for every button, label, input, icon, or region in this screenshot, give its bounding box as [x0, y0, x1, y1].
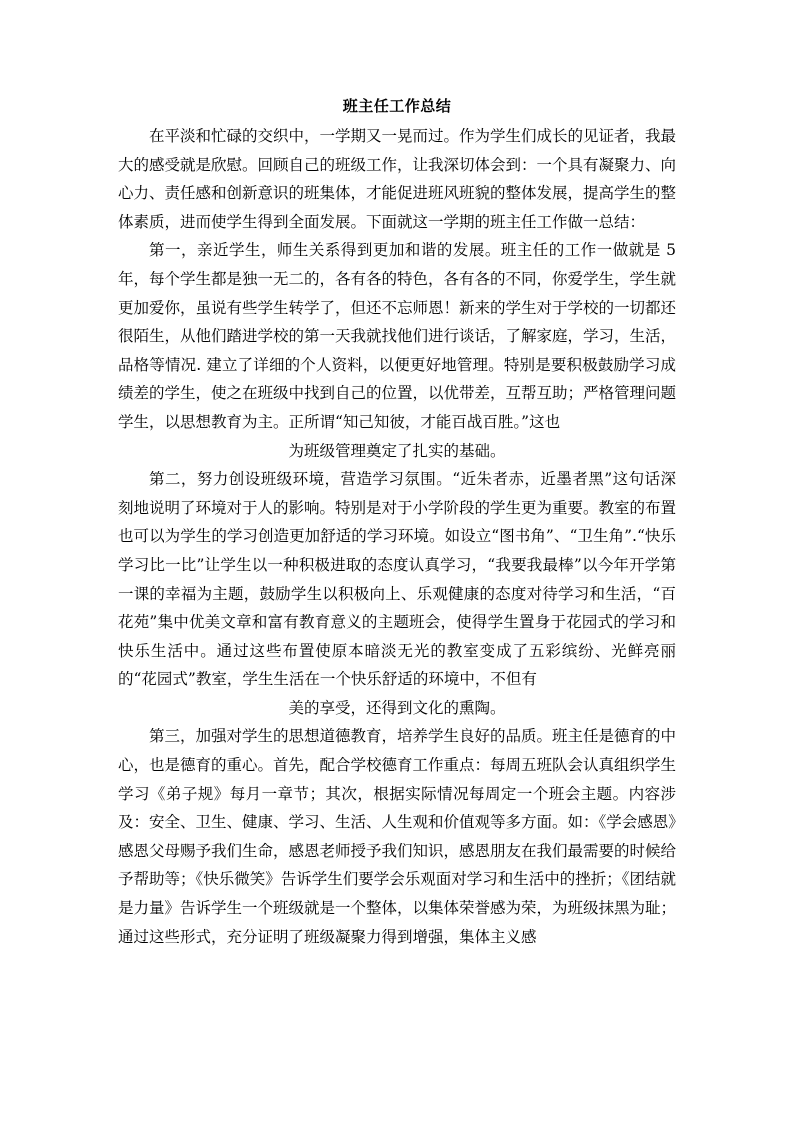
paragraph-first-point: 第一，亲近学生，师生关系得到更加和谐的发展。班主任的工作一做就是 5 年，每个学生都是独一无二的，各有各的特色，各有各的不同，你爱学生，学生就更加爱你，虽说有些学生转学了，但还不忘师恩！新来的学生对于学校的一切都还很陌生，从他们踏进学校的第一天我就找他们进行谈话，了解家庭，学习，生活，品格等情况. 建立了详细的个人资料，以便更好地管理。特别是要积极鼓励学习成绩差的学生，使之在班级中找到自己的位置，以优带差，互帮互助；严格管理问题学生，以思想教育为主。正所谓“知己知彼，才能百战百胜。”这也 [118, 241, 677, 431]
paragraph-second-point-tail: 美的享受，还得到文化的熏陶。 [288, 698, 506, 717]
document-page [118, 96, 676, 951]
document-title: 班主任工作总结 [342, 97, 452, 115]
paragraph-second-point: 第二，努力创设班级环境，营造学习氛围。“近朱者赤，近墨者黑”这句话深刻地说明了环境对于人的影响。特别是对于小学阶段的学生更为重要。教室的布置也可以为学生的学习创造更加舒适的学习环境。如设立“图书角”、“卫生角”.“快乐学习比一比”让学生以一种积极进取的态度认真学习，“我要我最棒”以今年开学第一课的幸福为主题，鼓励学生以积极向上、乐观健康的态度对待学习和生活，“百花苑”集中优美文章和富有教育意义的主题班会，使得学生置身于花园式的学习和快乐生活中。通过这些布置使原本暗淡无光的教室变成了五彩缤纷、光鲜亮丽的“花园式”教室，学生生活在一个快乐舒适的环境中，不但有 [118, 470, 677, 689]
paragraph-first-point-tail: 为班级管理奠定了扎实的基础。 [288, 441, 506, 460]
paragraph-intro: 在平淡和忙碌的交织中，一学期又一晃而过。作为学生们成长的见证者，我最大的感受就是欣慰。回顾自己的班级工作，让我深切体会到：一个具有凝聚力、向心力、责任感和创新意识的班集体，才能促进班风班貌的整体发展，提高学生的整体素质，进而使学生得到全面发展。下面就这一学期的班主任工作做一总结： [118, 127, 677, 231]
paragraph-third-point: 第三，加强对学生的思想道德教育，培养学生良好的品质。班主任是德育的中心，也是德育的重心。首先，配合学校德育工作重点：每周五班队会认真组织学生学习《弟子规》每月一章节；其次，根据实际情况每周定一个班会主题。内容涉及：安全、卫生、健康、学习、生活、人生观和价值观等多方面。如：《学会感恩》感恩父母赐予我们生命，感恩老师授予我们知识，感恩朋友在我们最需要的时候给予帮助等；《快乐微笑》告诉学生们要学会乐观面对学习和生活中的挫折；《团结就是力量》告诉学生一个班级就是一个整体，以集体荣誉感为荣，为班级抹黑为耻；通过这些形式，充分证明了班级凝聚力得到增强，集体主义感 [118, 727, 677, 946]
